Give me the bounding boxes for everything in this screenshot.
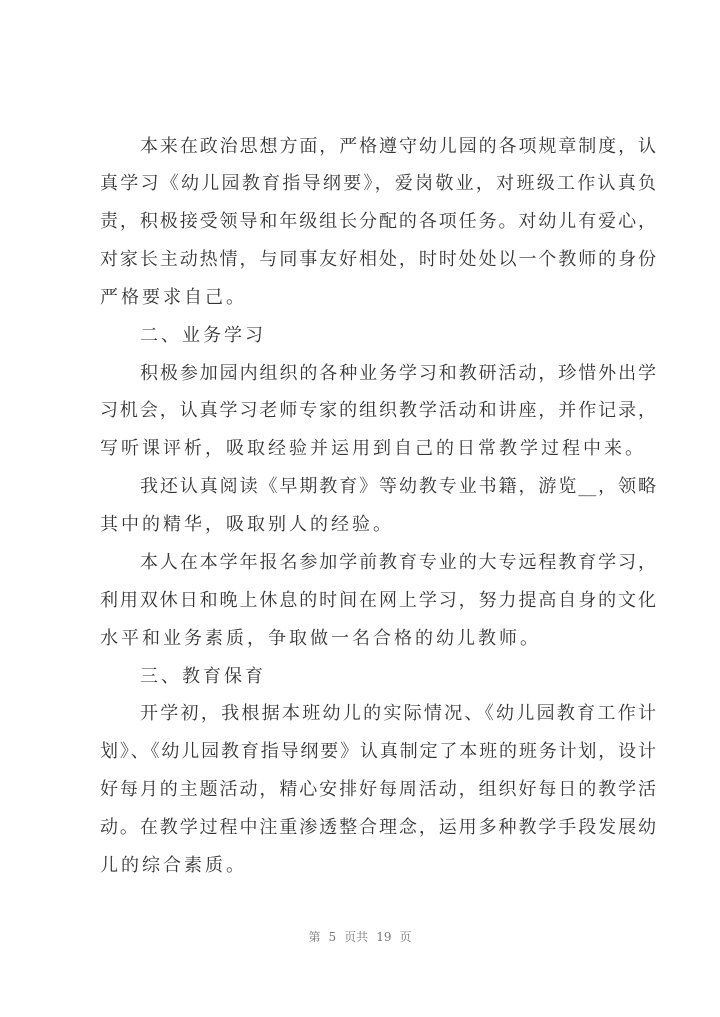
total-pages: 19 bbox=[376, 930, 392, 944]
paragraph-line: 动。在教学过程中注重渗透整合理念，运用多种教学手段发展幼 bbox=[100, 817, 656, 838]
section-heading: 三、教育保育 bbox=[140, 666, 266, 687]
paragraph-line: 利用双休日和晚上休息的时间在网上学习，努力提高自身的文化 bbox=[100, 590, 656, 611]
paragraph-line: 积极参加园内组织的各种业务学习和教研活动，珍惜外出学 bbox=[140, 363, 656, 384]
paragraph-line: 对家长主动热情，与同事友好相处，时时处处以一个教师的身份 bbox=[100, 249, 656, 270]
paragraph-line: 写听课评析，吸取经验并运用到自己的日常教学过程中来。 bbox=[100, 438, 646, 459]
footer-suffix: 页 bbox=[399, 930, 412, 944]
paragraph-line: 水平和业务素质，争取做一名合格的幼儿教师。 bbox=[100, 628, 541, 649]
current-page-number: 5 bbox=[328, 930, 337, 944]
paragraph-line: 划》、《幼儿园教育指导纲要》认真制定了本班的班务计划，设计 bbox=[100, 741, 656, 762]
paragraph-line: 本来在政治思想方面，严格遵守幼儿园的各项规章制度，认 bbox=[140, 136, 656, 157]
paragraph-line: 我还认真阅读《早期教育》等幼教专业书籍，游览__，领略 bbox=[140, 476, 656, 497]
page-footer bbox=[0, 928, 720, 945]
paragraph-line: 责，积极接受领导和年级组长分配的各项任务。对幼儿有爱心， bbox=[100, 211, 656, 232]
section-heading: 二、业务学习 bbox=[140, 325, 266, 346]
paragraph-line: 好每月的主题活动，精心安排好每周活动，组织好每日的教学活 bbox=[100, 779, 656, 800]
paragraph-line: 开学初，我根据本班幼儿的实际情况、《幼儿园教育工作计 bbox=[140, 703, 656, 724]
paragraph-line: 其中的精华，吸取别人的经验。 bbox=[100, 514, 394, 535]
paragraph-line: 本人在本学年报名参加学前教育专业的大专远程教育学习， bbox=[140, 552, 656, 573]
footer-prefix: 第 bbox=[308, 930, 321, 944]
paragraph-line: 儿的综合素质。 bbox=[100, 855, 247, 876]
paragraph-line: 严格要求自己。 bbox=[100, 287, 247, 308]
paragraph-line: 习机会，认真学习老师专家的组织教学活动和讲座，并作记录， bbox=[100, 400, 656, 421]
footer-middle: 页共 bbox=[344, 930, 369, 944]
paragraph-line: 真学习《幼儿园教育指导纲要》，爱岗敬业，对班级工作认真负 bbox=[100, 173, 656, 194]
